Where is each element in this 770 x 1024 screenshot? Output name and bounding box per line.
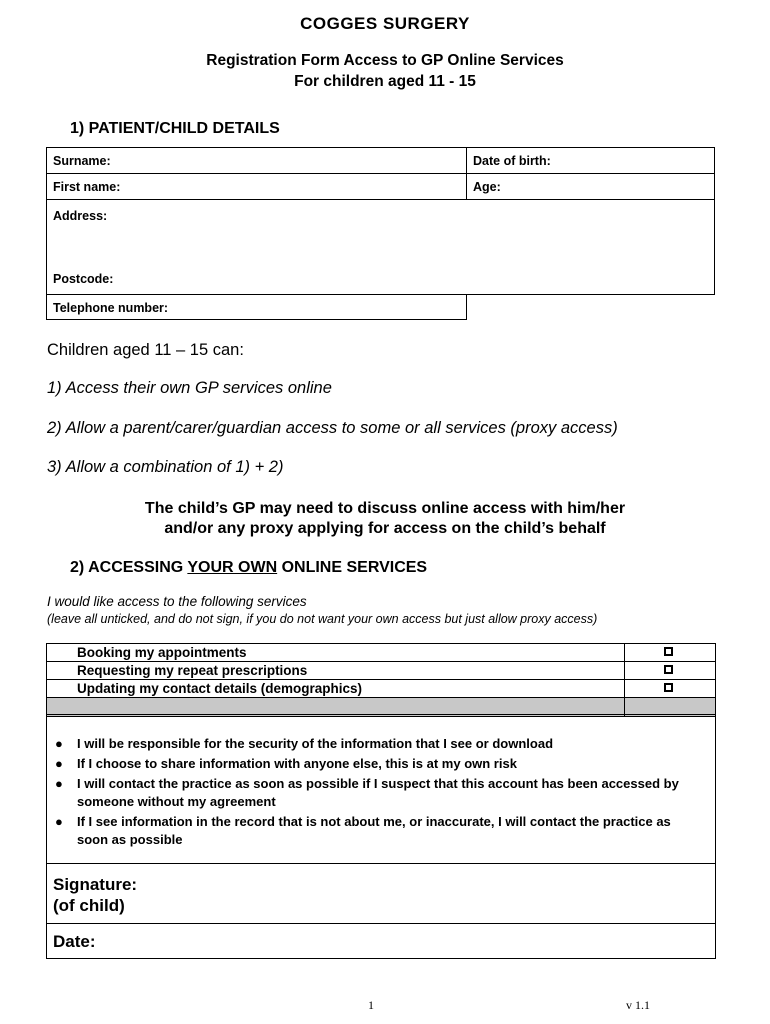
declaration-text: I will contact the practice as soon as possible if I suspect that this account has been accessed by someone without my agreement [77, 776, 679, 809]
service-checkbox-cell [624, 662, 715, 679]
page-number: 1 [368, 998, 374, 1012]
services-instruction-note: (leave all unticked, and do not sign, if you do not want your own access but just allow proxy access) [47, 612, 598, 626]
telephone-field[interactable] [46, 294, 467, 320]
first-name-label: First name: [53, 180, 121, 194]
gp-note-line2: and/or any proxy applying for access on the child’s behalf [164, 520, 606, 537]
age-label: Age: [473, 180, 501, 194]
service-checkbox-cell [624, 644, 715, 661]
options-intro: Children aged 11 – 15 can: [47, 341, 244, 359]
date-field[interactable] [46, 923, 716, 959]
bullet-icon: ● [55, 776, 63, 791]
telephone-label: Telephone number: [53, 301, 169, 315]
address-label: Address: [53, 209, 108, 223]
date-label: Date: [53, 932, 96, 951]
surname-label: Surname: [53, 154, 111, 168]
service-row [47, 662, 715, 680]
age-field[interactable] [466, 173, 715, 200]
service-label: Updating my contact details (demographics) [77, 681, 363, 696]
section1-heading: 1) PATIENT/CHILD DETAILS [70, 120, 280, 137]
bullet-icon: ● [55, 736, 63, 751]
signature-label-line2: (of child) [53, 896, 125, 915]
address-field[interactable] [46, 199, 715, 295]
surname-field[interactable] [46, 147, 467, 174]
service-checkbox-cell [624, 680, 715, 697]
section2-heading: 2) ACCESSING YOUR OWN ONLINE SERVICES [70, 559, 428, 576]
services-instruction: I would like access to the following services [47, 594, 307, 609]
checkbox-icon[interactable] [664, 647, 673, 656]
service-label: Requesting my repeat prescriptions [77, 663, 308, 678]
option-item: 1) Access their own GP services online [47, 379, 332, 397]
option-item: 3) Allow a combination of 1) + 2) [47, 458, 284, 476]
service-row [47, 680, 715, 698]
signature-field[interactable] [46, 863, 716, 924]
dob-label: Date of birth: [473, 154, 551, 168]
bullet-icon: ● [55, 814, 63, 829]
declaration-text: If I choose to share information with anyone else, this is at my own risk [77, 756, 517, 771]
option-item: 2) Allow a parent/carer/guardian access to some or all services (proxy access) [47, 419, 618, 437]
declarations-box [46, 714, 716, 864]
declaration-text: If I see information in the record that is not about me, or inaccurate, I will contact the practice as soon as possible [77, 814, 671, 847]
first-name-field[interactable] [46, 173, 467, 200]
practice-name: COGGES SURGERY [300, 14, 470, 33]
form-title: Registration Form Access to GP Online Services [206, 52, 564, 69]
form-subtitle: For children aged 11 - 15 [294, 73, 476, 90]
service-row [47, 644, 715, 662]
bullet-icon: ● [55, 756, 63, 771]
declaration-text: I will be responsible for the security of the information that I see or download [77, 736, 554, 751]
postcode-label: Postcode: [53, 272, 114, 286]
signature-label-line1: Signature: [53, 875, 138, 894]
version-label: v 1.1 [626, 998, 650, 1012]
signature-label [53, 874, 137, 916]
service-label: Booking my appointments [77, 645, 247, 660]
checkbox-icon[interactable] [664, 665, 673, 674]
services-table [46, 643, 716, 717]
checkbox-icon[interactable] [664, 683, 673, 692]
dob-field[interactable] [466, 147, 715, 174]
gp-note-line1: The child’s GP may need to discuss online access with him/her [144, 500, 626, 517]
